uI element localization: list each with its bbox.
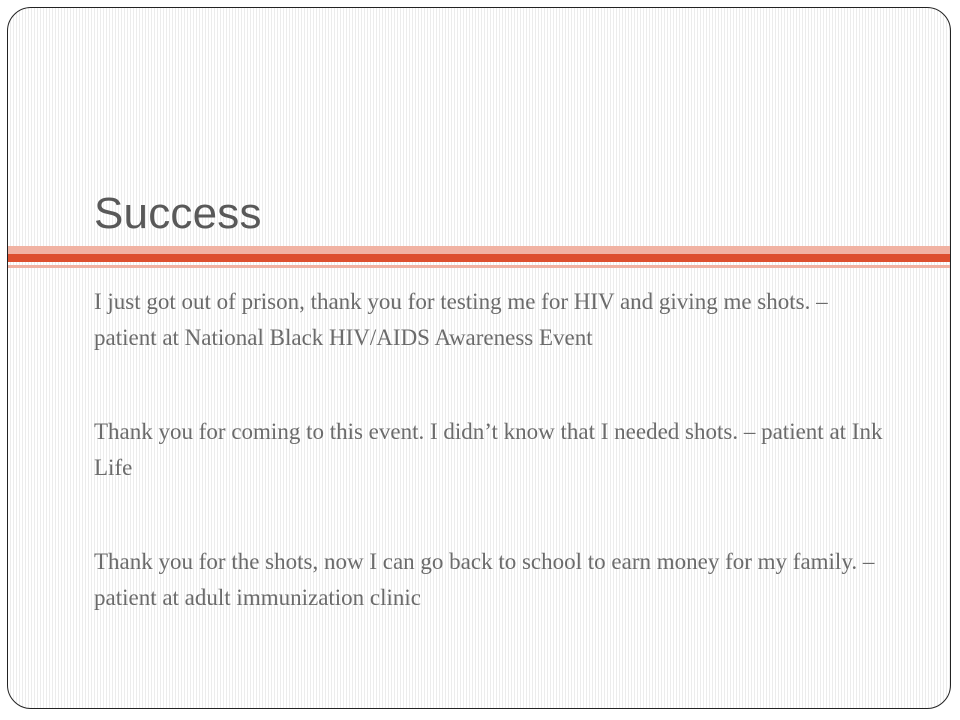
quote-paragraph: Thank you for the shots, now I can go back to school to earn money for my family. – patient at adult immunization clinic <box>94 549 875 610</box>
slide-panel <box>7 7 951 709</box>
title-accent-bar-thin <box>8 265 950 268</box>
quotes-body <box>94 284 894 616</box>
title-accent-bar-light <box>8 246 950 254</box>
quote-paragraph: Thank you for coming to this event. I didn’t know that I needed shots. – patient at Ink Life <box>94 419 883 480</box>
quote-paragraph: I just got out of prison, thank you for testing me for HIV and giving me shots. – patient at National Black HIV/AIDS Awareness Event <box>94 289 828 350</box>
title-accent-bar <box>8 254 950 262</box>
slide-title: Success <box>94 189 262 238</box>
